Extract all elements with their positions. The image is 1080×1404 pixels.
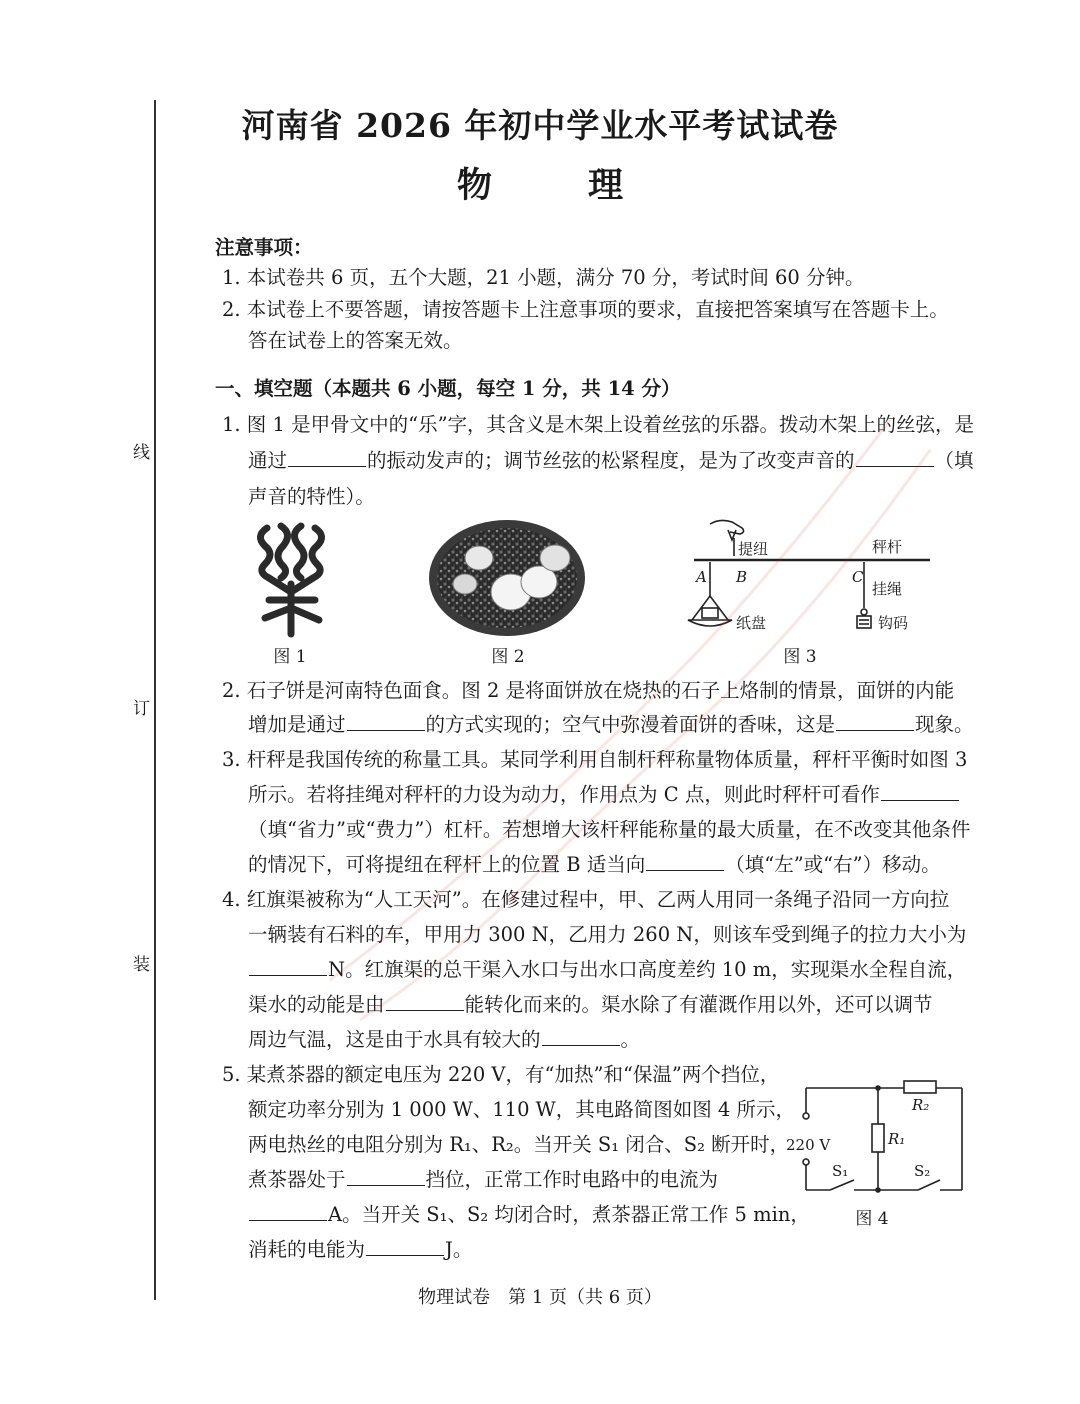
figure-1-caption: 图 1 (273, 647, 307, 667)
q4-line1: 4. 红旗渠被称为“人工天河”。在修建过程中，甲、乙两人用同一条绳子沿同一方向拉 (222, 888, 950, 911)
q5-line1: 5. 某煮茶器的额定电压为 220 V，有“加热”和“保温”两个挡位， (222, 1063, 780, 1086)
figure-2-stone-pancake-photo (427, 518, 587, 638)
answer-blank (347, 1167, 425, 1186)
fig3-label-zhipan: 纸盘 (736, 614, 767, 632)
answer-blank (856, 448, 934, 467)
fig3-label-c: C (852, 568, 864, 586)
q1-line2: 通过 的振动发声的；调节丝弦的松紧程度，是为了改变声音的 （填 (248, 449, 974, 472)
answer-blank (881, 782, 959, 801)
fig3-label-chenggan: 秤杆 (872, 538, 903, 556)
q3-line1: 3. 杆秤是我国传统的称量工具。某同学利用自制杆秤称量物体质量，秤杆平衡时如图 3 (222, 748, 968, 771)
q3-line3: （填“省力”或“费力”）杠杆。若想增大该杆秤能称量的最大质量，在不改变其他条件 (248, 818, 971, 841)
figure-3-steelyard-diagram (680, 516, 940, 640)
answer-blank (386, 992, 464, 1011)
fig3-label-tizhi: 提纽 (738, 540, 769, 558)
q4-line5: 周边气温，这是由于水具有较大的 。 (248, 1028, 641, 1051)
fig4-label-s2: S₂ (914, 1162, 931, 1180)
binding-line (154, 100, 156, 1300)
page-footer: 物理试卷 第 1 页（共 6 页） (418, 1287, 662, 1308)
binding-label-zhuang: 装 (133, 955, 150, 975)
q4-line2: 一辆装有石料的车，甲用力 300 N，乙用力 260 N，则该车受到绳子的拉力大小为 (248, 923, 967, 946)
q5-line6: 消耗的电能为 J。 (248, 1238, 473, 1261)
q1-line3: 声音的特性）。 (248, 485, 375, 508)
fig3-label-gouma: 钩码 (878, 614, 909, 632)
q5-line2: 额定功率分别为 1 000 W、110 W，其电路简图如图 4 所示， (248, 1098, 796, 1121)
answer-blank (249, 957, 327, 976)
subject-char-1: 物 (456, 165, 492, 206)
binding-label-xian: 线 (133, 443, 150, 463)
q3-line2: 所示。若将挂绳对秤杆的力设为动力，作用点为 C 点，则此时秤杆可看作 (248, 780, 960, 809)
answer-blank (288, 448, 366, 467)
answer-blank (366, 1237, 444, 1256)
notes-item-2: 2. 本试卷上不要答题，请按答题卡上注意事项的要求，直接把答案填写在答题卡上。 (222, 298, 949, 321)
q2-line2: 增加是通过 的方式实现的；空气中弥漫着面饼的香味，这是 现象。 (248, 713, 974, 736)
fig3-label-a: A (696, 568, 707, 586)
figure-4-caption: 图 4 (855, 1209, 889, 1229)
exam-subject (0, 158, 1080, 208)
q5-line4: 煮茶器处于 挡位，正常工作时电路中的电流为 (248, 1168, 719, 1191)
q2-line1: 2. 石子饼是河南特色面食。图 2 是将面饼放在烧热的石子上烙制的情景，面饼的内能 (222, 679, 955, 702)
q4-line4: 渠水的动能是由 能转化而来的。渠水除了有灌溉作用以外，还可以调节 (248, 993, 933, 1016)
q4-line3: N。红旗渠的总干渠入水口与出水口高度差约 10 m，实现渠水全程自流， (248, 955, 966, 984)
section-heading: 一、填空题（本题共 6 小题，每空 1 分，共 14 分） (215, 377, 681, 400)
fig4-label-voltage: 220 V (786, 1136, 831, 1154)
fig4-label-s1: S₁ (832, 1162, 849, 1180)
answer-blank (542, 1027, 620, 1046)
binding-label-ding: 订 (133, 699, 150, 719)
q1-line1: 1. 图 1 是甲骨文中的“乐”字，其含义是木架上设着丝弦的乐器。拨动木架上的丝弦，是 (222, 413, 975, 436)
fig3-label-guasheng: 挂绳 (872, 580, 903, 598)
q5-line3: 两电热丝的电阻分别为 R₁、R₂。当开关 S₁ 闭合、S₂ 断开时， (248, 1133, 790, 1156)
notes-item-2-cont: 答在试卷上的答案无效。 (248, 329, 463, 352)
figure-2-caption: 图 2 (491, 647, 525, 667)
answer-blank (646, 852, 724, 871)
answer-blank (836, 712, 914, 731)
answer-blank (347, 712, 425, 731)
notes-item-1: 1. 本试卷共 6 页，五个大题，21 小题，满分 70 分，考试时间 60 分钟。 (222, 266, 865, 289)
fig4-label-r2: R₂ (912, 1096, 930, 1114)
figure-4-circuit-diagram (782, 1070, 968, 1200)
answer-blank (249, 1202, 327, 1221)
q5-line5: A。当开关 S₁、S₂ 均闭合时，煮茶器正常工作 5 min， (248, 1200, 810, 1229)
subject-char-2: 理 (588, 165, 624, 206)
q3-line4: 的情况下，可将提纽在秤杆上的位置 B 适当向 （填“左”或“右”）移动。 (248, 853, 941, 876)
exam-title: 河南省 2026 年初中学业水平考试试卷 (241, 106, 839, 145)
fig4-label-r1: R₁ (888, 1130, 906, 1148)
figure-3-caption: 图 3 (783, 647, 817, 667)
notes-heading: 注意事项： (215, 236, 313, 259)
fig3-label-b: B (736, 568, 748, 586)
figure-1-oracle-character (245, 518, 337, 638)
